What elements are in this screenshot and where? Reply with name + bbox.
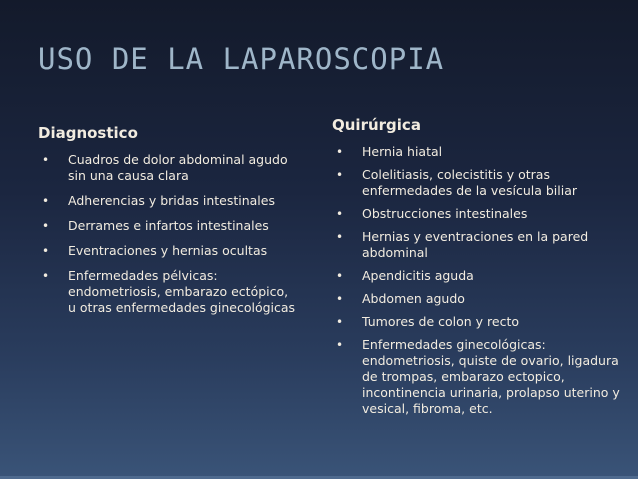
diagnostico-heading: Diagnostico	[38, 124, 138, 142]
list-item	[332, 229, 632, 261]
list-item	[332, 291, 632, 307]
bullet-icon: •	[336, 207, 344, 221]
quirurgica-heading: Quirúrgica	[332, 116, 421, 134]
list-item	[38, 268, 300, 316]
list-item-text: Adherencias y bridas intestinales	[68, 193, 275, 208]
quirurgica-column	[332, 116, 632, 424]
list-item	[332, 314, 632, 330]
list-item-text: Abdomen agudo	[362, 291, 465, 306]
list-item-text: Hernias y eventraciones en la pared abdominal	[362, 229, 589, 260]
list-item-text: Colelitiasis, colecistitis y otras enfermedades de la vesícula biliar	[362, 167, 578, 198]
bullet-icon: •	[336, 338, 344, 352]
bullet-icon: •	[42, 153, 50, 167]
bullet-icon: •	[336, 145, 344, 159]
list-item-text: Enfermedades ginecológicas: endometriosis, quiste de ovario, ligadura de trompas, embarazo ectopico, incontinencia urinaria, prolapso uterino y vesical, fibroma, etc.	[362, 337, 620, 416]
list-item	[38, 218, 300, 234]
list-item-text: Cuadros de dolor abdominal agudo sin una causa clara	[68, 152, 288, 183]
list-item-text: Enfermedades pélvicas: endometriosis, embarazo ectópico, u otras enfermedades ginecológicas	[68, 268, 296, 315]
list-item-text: Hernia hiatal	[362, 144, 443, 159]
list-item	[332, 144, 632, 160]
list-item	[38, 152, 300, 184]
slide-title: USO DE LA LAPAROSCOPIA	[38, 42, 445, 76]
list-item	[38, 193, 300, 209]
list-item	[332, 167, 632, 199]
bullet-icon: •	[336, 230, 344, 244]
bullet-icon: •	[336, 269, 344, 283]
bullet-icon: •	[42, 219, 50, 233]
list-item	[332, 206, 632, 222]
diagnostico-column	[38, 124, 300, 325]
list-item-text: Eventraciones y hernias ocultas	[68, 243, 268, 258]
list-item-text: Apendicitis aguda	[362, 268, 474, 283]
list-item-text: Obstrucciones intestinales	[362, 206, 528, 221]
list-item	[332, 268, 632, 284]
list-item-text: Derrames e infartos intestinales	[68, 218, 269, 233]
list-item-text: Tumores de colon y recto	[362, 314, 520, 329]
quirurgica-list	[332, 144, 632, 417]
bullet-icon: •	[336, 292, 344, 306]
bullet-icon: •	[42, 269, 50, 283]
bullet-icon: •	[42, 194, 50, 208]
list-item	[332, 337, 632, 417]
bullet-icon: •	[336, 168, 344, 182]
list-item	[38, 243, 300, 259]
bullet-icon: •	[336, 315, 344, 329]
diagnostico-list	[38, 152, 300, 316]
bullet-icon: •	[42, 244, 50, 258]
